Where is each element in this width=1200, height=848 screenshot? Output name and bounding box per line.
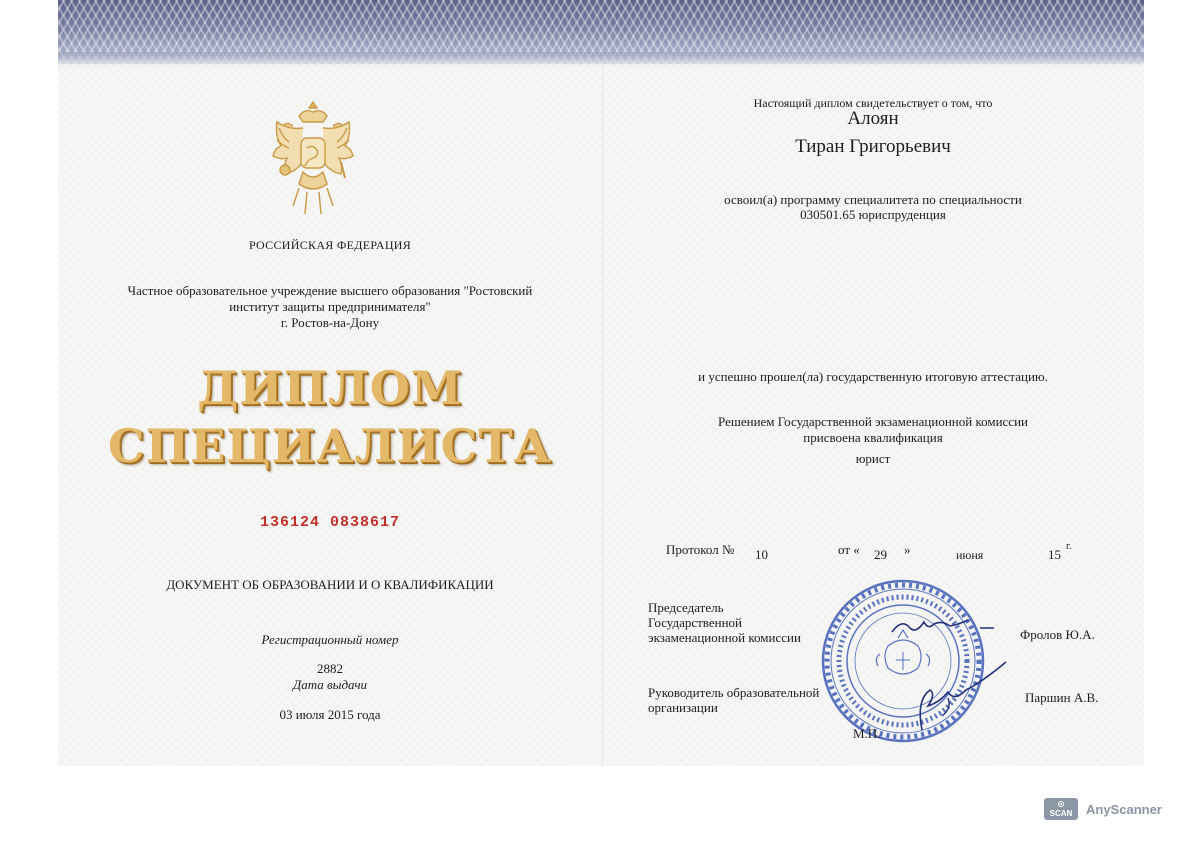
institution-city: г. Ростов-на-Дону xyxy=(280,315,380,330)
decision-line-2: присвоена квалификация xyxy=(803,430,943,445)
document-type: ДОКУМЕНТ ОБ ОБРАЗОВАНИИ И О КВАЛИФИКАЦИИ xyxy=(166,577,494,592)
head-title-line-2: организации xyxy=(648,700,718,715)
country-name: РОССИЙСКАЯ ФЕДЕРАЦИЯ xyxy=(248,238,412,252)
protocol-close-quote: » xyxy=(904,542,911,557)
scanner-logo-icon xyxy=(1044,798,1078,820)
serial-number: 136124 0838617 xyxy=(259,514,401,531)
diploma xyxy=(58,0,1144,766)
scanner-watermark xyxy=(1044,796,1162,822)
chair-title-line-1: Председатель xyxy=(648,600,724,615)
head-title xyxy=(648,685,819,715)
head-signature xyxy=(908,660,1028,740)
issue-date-label: Дата выдачи xyxy=(292,677,368,692)
chair-signature xyxy=(888,612,998,642)
graduate-name: Тиран Григорьевич xyxy=(795,136,951,157)
head-name: Паршин А.В. xyxy=(1025,690,1099,705)
specialty: 030501.65 юриспруденция xyxy=(800,207,946,222)
issue-date: 03 июля 2015 года xyxy=(279,707,381,722)
chair-title-line-3: экзаменационной комиссии xyxy=(648,630,801,645)
institution-line-1: Частное образовательное учреждение высшего образования "Ростовский xyxy=(127,283,533,298)
protocol-year-unit: г. xyxy=(1066,541,1072,552)
decision-line-1: Решением Государственной экзаменационной комиссии xyxy=(718,414,1028,429)
institution-line-2: институт защиты предпринимателя" xyxy=(229,299,431,314)
chair-title-line-2: Государственной xyxy=(648,615,743,630)
certifies-text: Настоящий диплом свидетельствует о том, что xyxy=(753,96,993,110)
chair-name: Фролов Ю.А. xyxy=(1020,627,1095,642)
page-fold xyxy=(602,64,603,766)
program-text: освоил(а) программу специалитета по специальности xyxy=(724,192,1022,207)
protocol-from: от « xyxy=(838,542,860,557)
seal-place-mark: М.П. xyxy=(853,726,881,741)
coat-of-arms-emblem xyxy=(263,96,363,224)
institution-name xyxy=(58,283,602,331)
protocol-label: Протокол № xyxy=(666,542,735,557)
security-band-edge xyxy=(58,52,1144,66)
protocol-day: 29 xyxy=(874,547,887,562)
protocol-year: 15 xyxy=(1048,547,1061,562)
graduate-surname: Алоян xyxy=(847,108,899,129)
diploma-title-line-1: ДИПЛОМ xyxy=(197,361,463,415)
protocol-month: июня xyxy=(956,548,984,562)
qualification: юрист xyxy=(855,451,891,466)
chair-title xyxy=(648,600,801,645)
attestation-text: и успешно прошел(ла) государственную итоговую аттестацию. xyxy=(698,369,1048,384)
scanner-logo-text: SCAN xyxy=(1049,809,1073,818)
scanner-app-name: AnyScanner xyxy=(1086,801,1162,817)
registration-number: 2882 xyxy=(317,661,343,676)
head-title-line-1: Руководитель образовательной xyxy=(648,685,820,700)
protocol-number: 10 xyxy=(755,547,768,562)
diploma-title-line-2: СПЕЦИАЛИСТА xyxy=(108,419,552,473)
registration-number-label: Регистрационный номер xyxy=(261,632,399,647)
scanner-logo-glyph: ⊙ xyxy=(1057,799,1065,809)
